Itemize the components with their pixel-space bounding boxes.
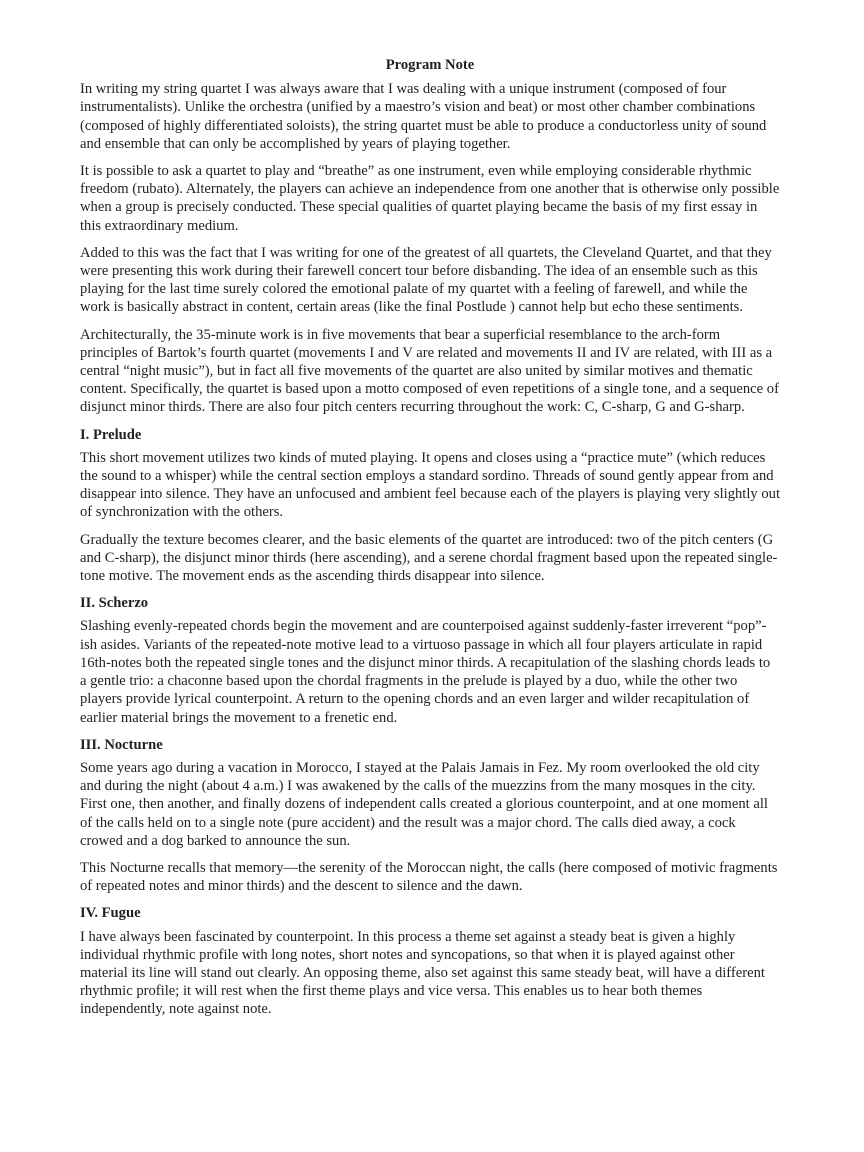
prelude-paragraph-1: This short movement utilizes two kinds of muted playing. It opens and closes using a “practice mute” (which reduces the sound to a whisper) while the central section employs a standard sordino. Threads of sound gently appear from and disappear into silence. They have an unfocused and ambient feel because each of the players is playing very slightly out of synchronization with the others. [80,449,780,521]
intro-paragraph-2: It is possible to ask a quartet to play and “breathe” as one instrument, even while employing considerable rhythmic freedom (rubato). Alternately, the players can achieve an independence from one another that is otherwise only possible when a group is precisely conducted. These special qualities of quartet playing became the basis of my first essay in this extraordinary medium. [80,163,780,234]
fugue-paragraph-1: I have always been fascinated by counterpoint. In this process a theme set against a steady beat is given a highly individual rhythmic profile with long notes, short notes and syncopations, so that when it is played against other material its line will stand out clearly. An opposing theme, also set against this same steady beat, will have a different rhythmic profile; it will rest when the first theme plays and vice versa. This enables us to hear both themes independently, note against note. [80,928,765,1018]
section-heading-scherzo: II. Scherzo [80,595,149,612]
section-heading-prelude: I. Prelude [80,426,142,443]
document-page [80,56,780,1028]
nocturne-paragraph-1: Some years ago during a vacation in Morocco, I stayed at the Palais Jamais in Fez. My room overlooked the old city and during the night (about 4 a.m.) I was awakened by the calls of the muezzins from the many mosques in the city. First one, then another, and finally dozens of independent calls created a glorious counterpoint, and at one moment all of the calls held on to a single note (pure accident) and the result was a major chord. The calls died away, a cock crowed and a dog barked to announce the sun. [80,759,768,849]
page-title: Program Note [385,57,475,73]
intro-paragraph-3: Added to this was the fact that I was writing for one of the greatest of all quartets, the Cleveland Quartet, and that they were presenting this work during their farewell concert tour before disbanding. The idea of an ensemble such as this playing for the last time surely colored the emotional palate of my quartet with a feeling of farewell, and while the work is basically abstract in content, certain areas (like the final Postlude ) cannot help but echo these sentiments. [80,244,772,316]
intro-paragraph-4: Architecturally, the 35-minute work is in five movements that bear a superficial resemblance to the arch-form principles of Bartok’s fourth quartet (movements I and V are related and movements II and IV are related, with III as a central “night music”), but in fact all five movements of the quartet are also united by similar motives and thematic content. Specifically, the quartet is based upon a motto composed of even repetitions of a single tone, and a sequence of disjunct minor thirds. There are also four pitch centers recurring throughout the work: C, C-sharp, G and G-sharp. [80,326,779,416]
prelude-paragraph-2: Gradually the texture becomes clearer, and the basic elements of the quartet are introduced: two of the pitch centers (G and C-sharp), the disjunct minor thirds (here ascending), and a serene chordal fragment based upon the repeated single- tone motive. The movement ends as the ascending thirds disappear into silence. [80,531,778,585]
intro-paragraph-1: In writing my string quartet I was always aware that I was dealing with a unique instrument (composed of four instrumentalists). Unlike the orchestra (unified by a maestro’s vision and beat) or most other chamber combinations (composed of highly differentiated soloists), the string quartet must be able to produce a conductorless unity of sound and ensemble that can only be accomplished by years of playing together. [80,81,767,152]
scherzo-paragraph-1: Slashing evenly-repeated chords begin the movement and are counterpoised against suddenly-faster irreverent “pop”-ish asides. Variants of the repeated-note motive lead to a virtuoso passage in which all four players articulate in rapid 16th-notes both the repeated single tones and the disjunct minor thirds. A recapitulation of the slashing chords leads to a gentle trio: a chaconne based upon the chordal fragments in the prelude is played by a duo, while the other two players provide lyrical counterpoint. A return to the opening chords and an even larger and wilder recapitulation of earlier material brings the movement to a frenetic end. [80,618,771,726]
section-heading-nocturne: III. Nocturne [80,736,163,753]
section-heading-fugue: IV. Fugue [80,905,141,922]
nocturne-paragraph-2: This Nocturne recalls that memory—the serenity of the Moroccan night, the calls (here composed of motivic fragments of repeated notes and minor thirds) and the descent to silence and the dawn. [80,859,778,895]
